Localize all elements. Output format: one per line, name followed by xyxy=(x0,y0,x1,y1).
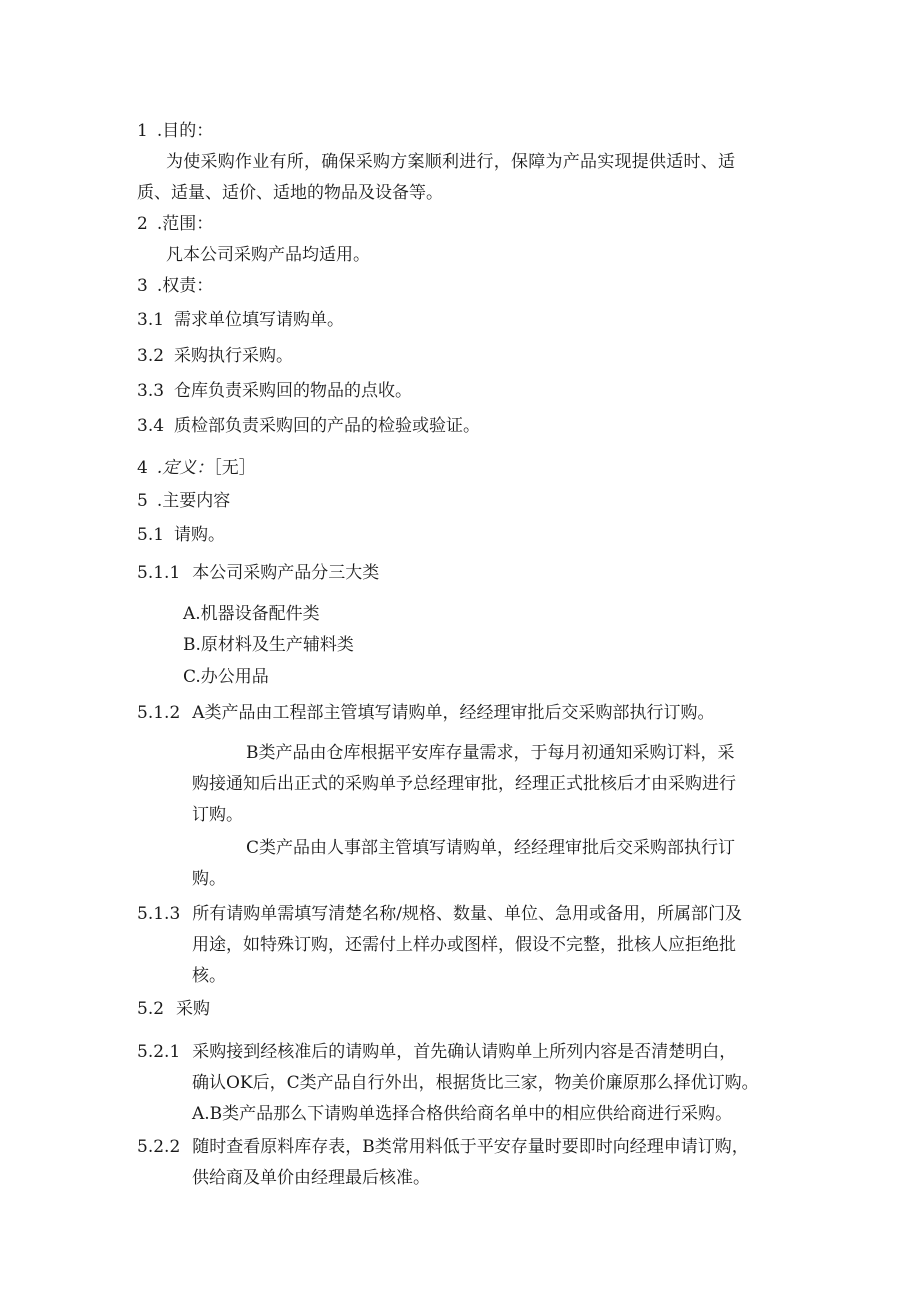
section-title: .目的： xyxy=(156,121,214,141)
section-number: 2 xyxy=(137,214,148,234)
paragraph-line: 购接通知后出正式的采购单予总经理审批，经理正式批核后才由采购进行 xyxy=(192,774,736,794)
item-number: 5.2.2 xyxy=(137,1137,181,1157)
section-number: 4 xyxy=(137,458,148,478)
item-number: 5.1 xyxy=(137,525,165,545)
category-item: C.办公用品 xyxy=(183,667,269,687)
paragraph-line: 确认OK后，C类产品自行外出，根据货比三家，物美价廉原那么择优订购。 xyxy=(192,1073,759,1093)
subsection-5-2-2 xyxy=(137,1136,749,1158)
responsibility-item xyxy=(137,309,344,331)
section-3-heading xyxy=(137,275,213,297)
paragraph-line: A.B类产品那么下请购单选择合格供给商名单中的相应供给商进行采购。 xyxy=(192,1104,733,1124)
subsection-5-1-1 xyxy=(137,562,379,584)
item-number: 3.1 xyxy=(137,310,165,330)
item-text: 随时查看原料库存表，B类常用料低于平安存量时要即时向经理申请订购， xyxy=(192,1137,749,1157)
item-number: 3.3 xyxy=(137,381,165,401)
paragraph-line: 质、适量、适价、适地的物品及设备等。 xyxy=(137,183,443,203)
definition-value: ［无］ xyxy=(213,458,256,478)
section-title: .权责： xyxy=(156,276,214,296)
responsibility-item xyxy=(137,345,293,367)
paragraph-line: 用途，如特殊订购，还需付上样办或图样，假设不完整，批核人应拒绝批 xyxy=(192,935,736,955)
responsibility-item xyxy=(137,415,480,437)
paragraph-line: 供给商及单价由经理最后核准。 xyxy=(192,1168,430,1188)
item-text: 需求单位填写请购单。 xyxy=(174,310,345,330)
category-item: B.原材料及生产辅料类 xyxy=(183,635,354,655)
paragraph-line: 凡本公司采购产品均适用。 xyxy=(166,245,370,265)
subsection-5-1 xyxy=(137,524,225,546)
subsection-5-2-1 xyxy=(137,1041,736,1063)
item-text: 采购执行采购。 xyxy=(174,346,294,366)
section-number: 3 xyxy=(137,276,148,296)
paragraph-line: 购。 xyxy=(192,869,226,889)
item-text: A类产品由工程部主管填写请购单，经经理审批后交采购部执行订购。 xyxy=(192,703,715,723)
section-1-heading xyxy=(137,120,213,142)
category-item: A.机器设备配件类 xyxy=(183,604,320,624)
paragraph-line: 核。 xyxy=(192,966,226,986)
section-number: 1 xyxy=(137,121,148,141)
item-number: 5.2 xyxy=(137,999,165,1019)
subsection-5-2 xyxy=(137,998,210,1020)
item-number: 5.1.1 xyxy=(137,563,181,583)
section-2-heading xyxy=(137,213,213,235)
subsection-5-1-3 xyxy=(137,903,742,925)
paragraph-line: 为使采购作业有所，确保采购方案顺利进行，保障为产品实现提供适时、适 xyxy=(166,152,736,172)
item-text: 采购接到经核准后的请购单，首先确认请购单上所列内容是否清楚明白， xyxy=(192,1042,737,1062)
responsibility-item xyxy=(137,380,412,402)
subsection-5-1-2 xyxy=(137,702,715,724)
section-5-heading xyxy=(137,490,230,512)
section-title: .范围： xyxy=(156,214,214,234)
item-number: 5.1.3 xyxy=(137,904,181,924)
item-number: 3.2 xyxy=(137,346,165,366)
item-number: 5.1.2 xyxy=(137,703,181,723)
item-text: 仓库负责采购回的物品的点收。 xyxy=(174,381,413,401)
paragraph-line: C类产品由人事部主管填写请购单，经经理审批后交采购部执行订 xyxy=(246,838,736,858)
paragraph-line: B类产品由仓库根据平安库存量需求，于每月初通知采购订料，采 xyxy=(246,743,735,763)
item-text: 采购 xyxy=(176,999,211,1019)
item-text: 所有请购单需填写清楚名称/规格、数量、单位、急用或备用，所属部门及 xyxy=(192,904,742,924)
item-text: 质检部负责采购回的产品的检验或验证。 xyxy=(174,416,481,436)
item-number: 5.2.1 xyxy=(137,1042,181,1062)
section-number: 5 xyxy=(137,491,148,511)
item-text: 请购。 xyxy=(174,525,226,545)
paragraph-line: 订购。 xyxy=(192,805,243,825)
section-title: .定义： xyxy=(156,458,214,478)
section-4-heading xyxy=(137,457,256,479)
section-title: .主要内容 xyxy=(156,491,231,511)
item-text: 本公司采购产品分三大类 xyxy=(192,563,380,583)
item-number: 3.4 xyxy=(137,416,165,436)
